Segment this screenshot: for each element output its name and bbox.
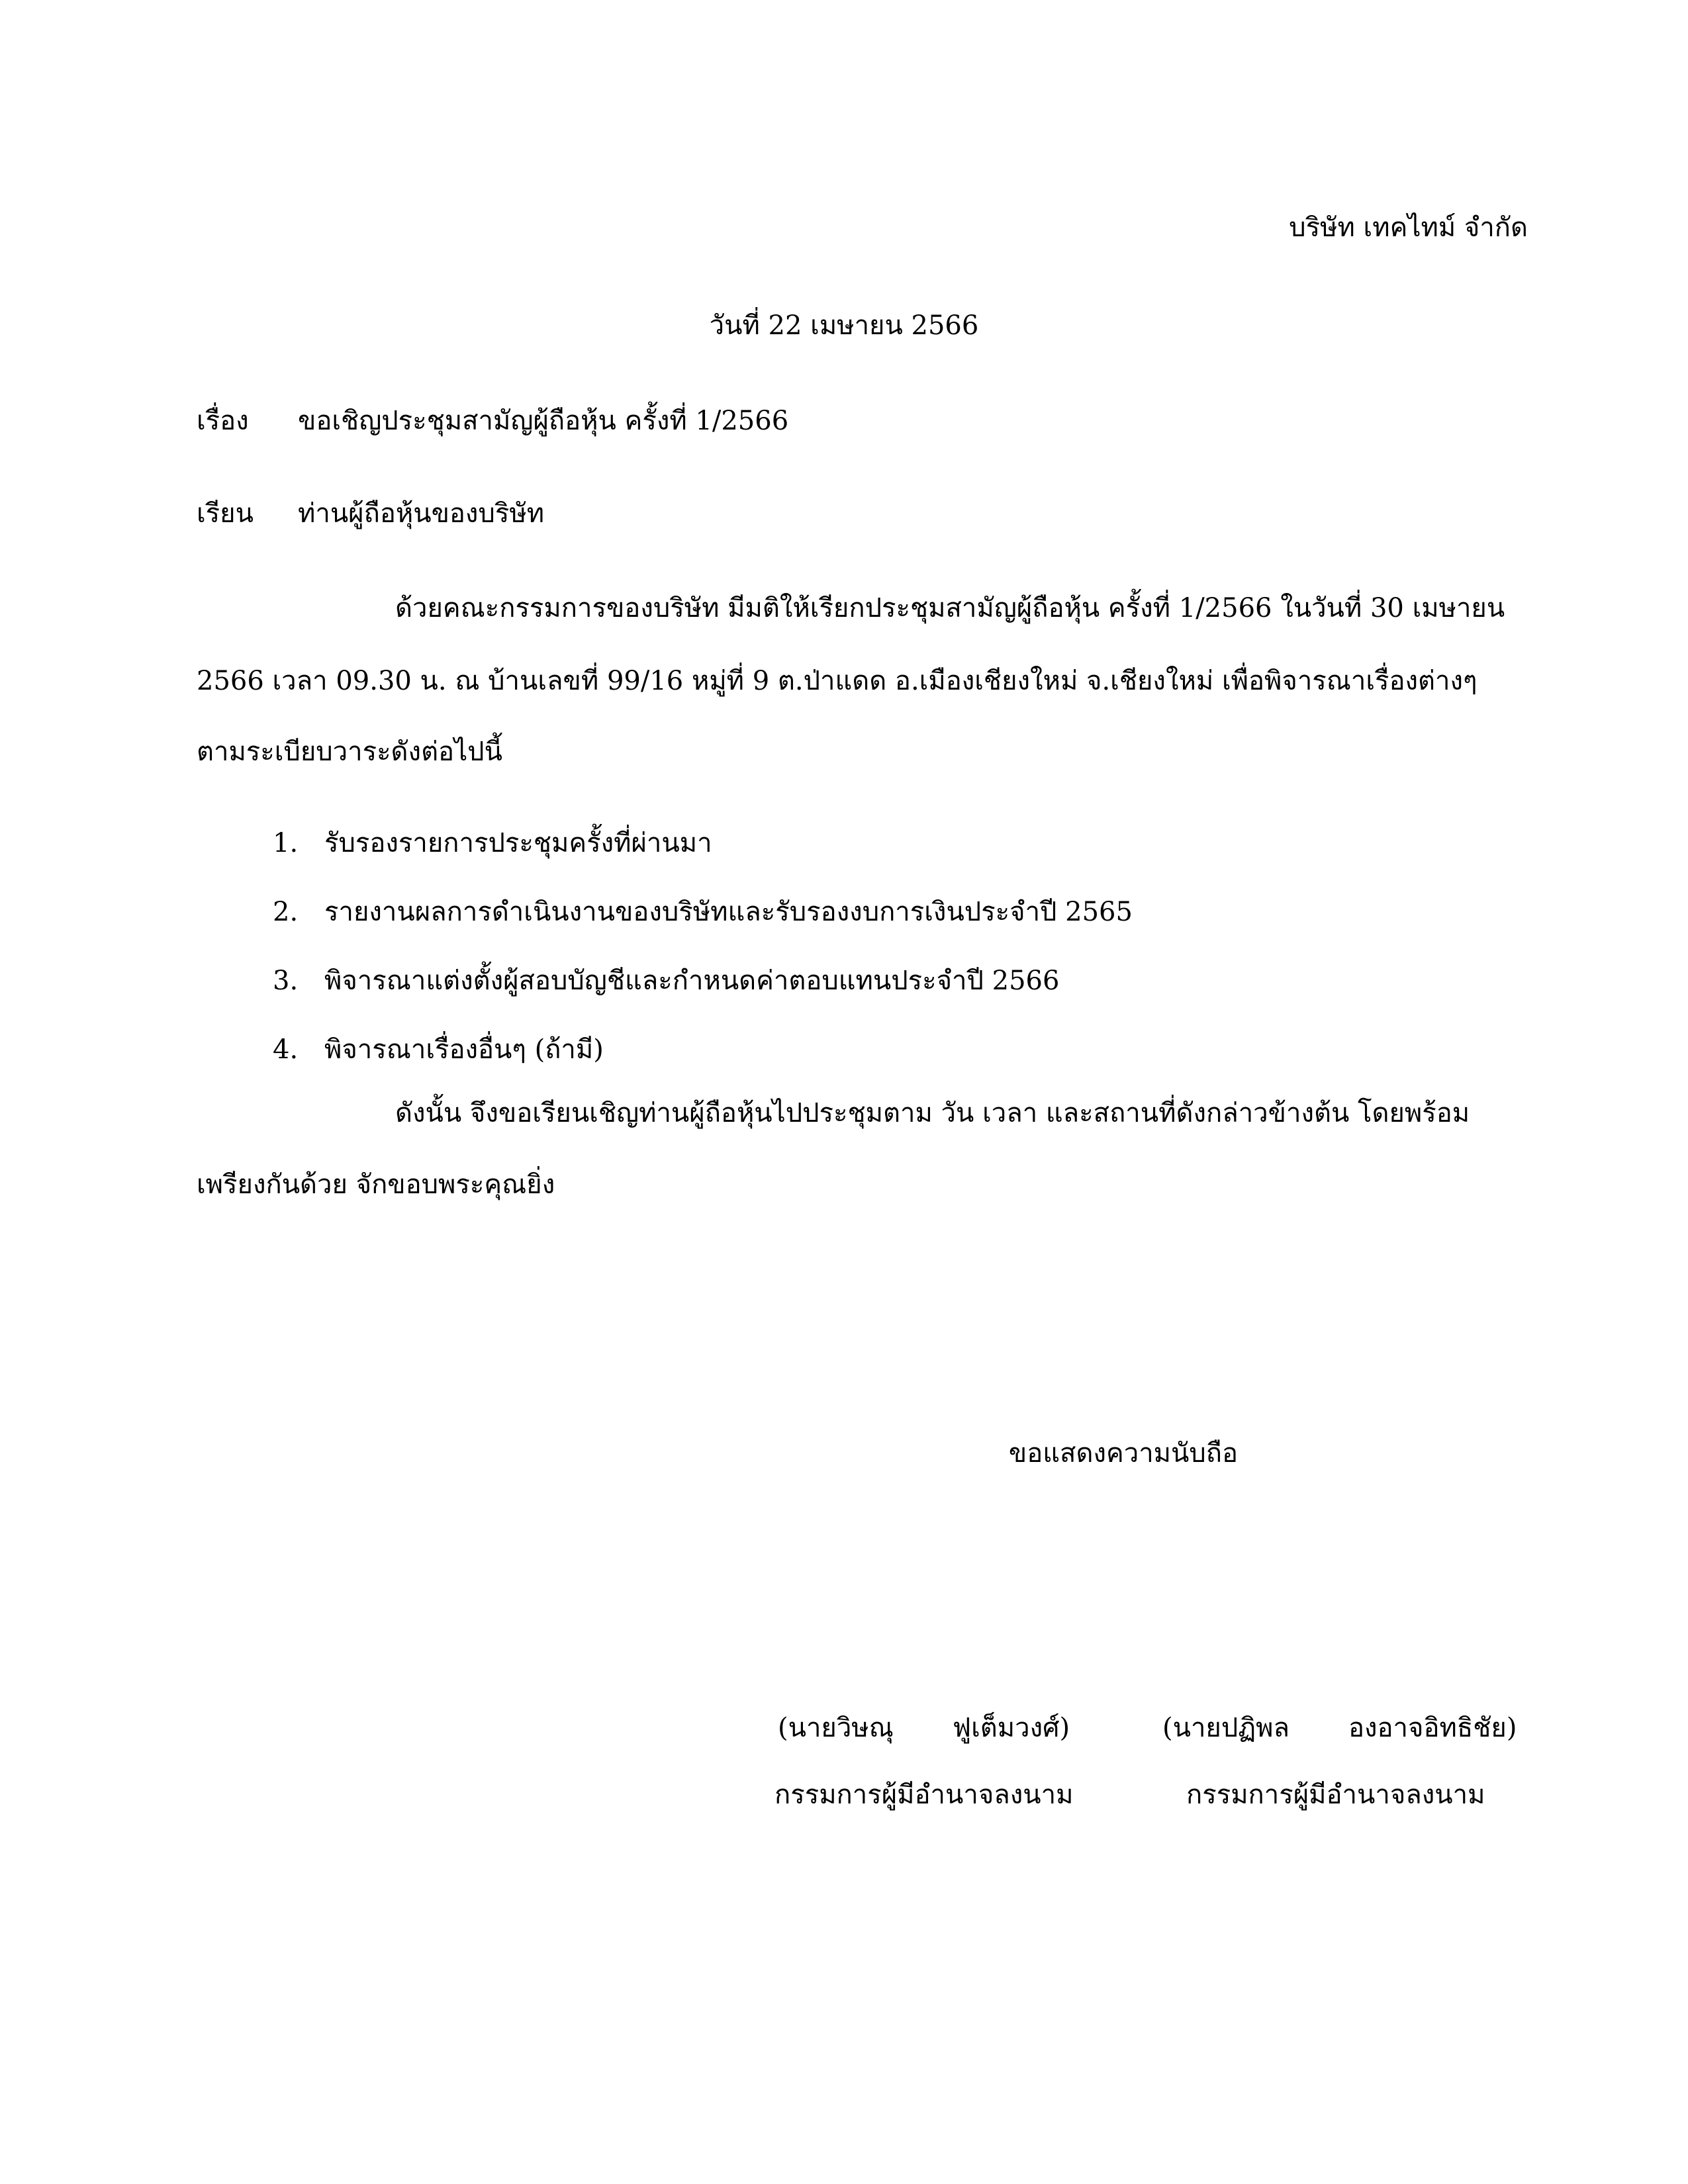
subject-label: เรื่อง	[197, 406, 249, 436]
body-paragraph-line-1: ด้วยคณะกรรมการของบริษัท มีมติให้เรียกประชุมสามัญผู้ถือหุ้น ครั้งที่ 1/2566 ในวันที่ 30 เมษายน	[395, 593, 1505, 623]
signatory-title-1: กรรมการผู้มีอำนาจลงนาม	[774, 1780, 1074, 1810]
signatory-name-2: (นายปฏิพล องอาจอิทธิชัย)	[1162, 1713, 1517, 1743]
subject-text: ขอเชิญประชุมสามัญผู้ถือหุ้น ครั้งที่ 1/2566	[298, 406, 789, 436]
signatory-name-1: (นายวิษณุ ฟูเต็มวงศ์)	[778, 1713, 1070, 1743]
agenda-item-number: 1.	[273, 828, 299, 858]
regards-text: ขอแสดงความนับถือ	[1008, 1438, 1238, 1469]
signatory-title-2: กรรมการผู้มีอำนาจลงนาม	[1186, 1780, 1485, 1810]
closing-paragraph-line-1: ดังนั้น จึงขอเรียนเชิญท่านผู้ถือหุ้นไปประชุมตาม วัน เวลา และสถานที่ดังกล่าวข้างต้น โดยพร้อม	[395, 1098, 1470, 1128]
agenda-item-text: พิจารณาเรื่องอื่นๆ (ถ้ามี)	[324, 1034, 604, 1065]
recipient-label: เรียน	[197, 498, 254, 529]
agenda-item-number: 3.	[273, 966, 299, 996]
agenda-item-text: พิจารณาแต่งตั้งผู้สอบบัญชีและกำหนดค่าตอบแทนประจำปี 2566	[324, 966, 1060, 996]
agenda-item-text: รายงานผลการดำเนินงานของบริษัทและรับรองงบการเงินประจำปี 2565	[324, 897, 1133, 927]
recipient-text: ท่านผู้ถือหุ้นของบริษัท	[298, 498, 545, 529]
body-paragraph-line-2: 2566 เวลา 09.30 น. ณ บ้านเลขที่ 99/16 หมู่ที่ 9 ต.ป่าแดด อ.เมืองเชียงใหม่ จ.เชียงใหม่ เพื่อพิจารณาเรื่องต่างๆ	[197, 666, 1477, 696]
letter-date: วันที่ 22 เมษายน 2566	[709, 310, 979, 341]
company-name: บริษัท เทคไทม์ จำกัด	[1289, 212, 1528, 243]
body-paragraph-line-3: ตามระเบียบวาระดังต่อไปนี้	[197, 737, 502, 767]
agenda-item-number: 4.	[273, 1034, 299, 1065]
agenda-item-text: รับรองรายการประชุมครั้งที่ผ่านมา	[324, 828, 712, 858]
closing-paragraph-line-2: เพรียงกันด้วย จักขอบพระคุณยิ่ง	[197, 1169, 555, 1200]
agenda-item-number: 2.	[273, 897, 299, 927]
